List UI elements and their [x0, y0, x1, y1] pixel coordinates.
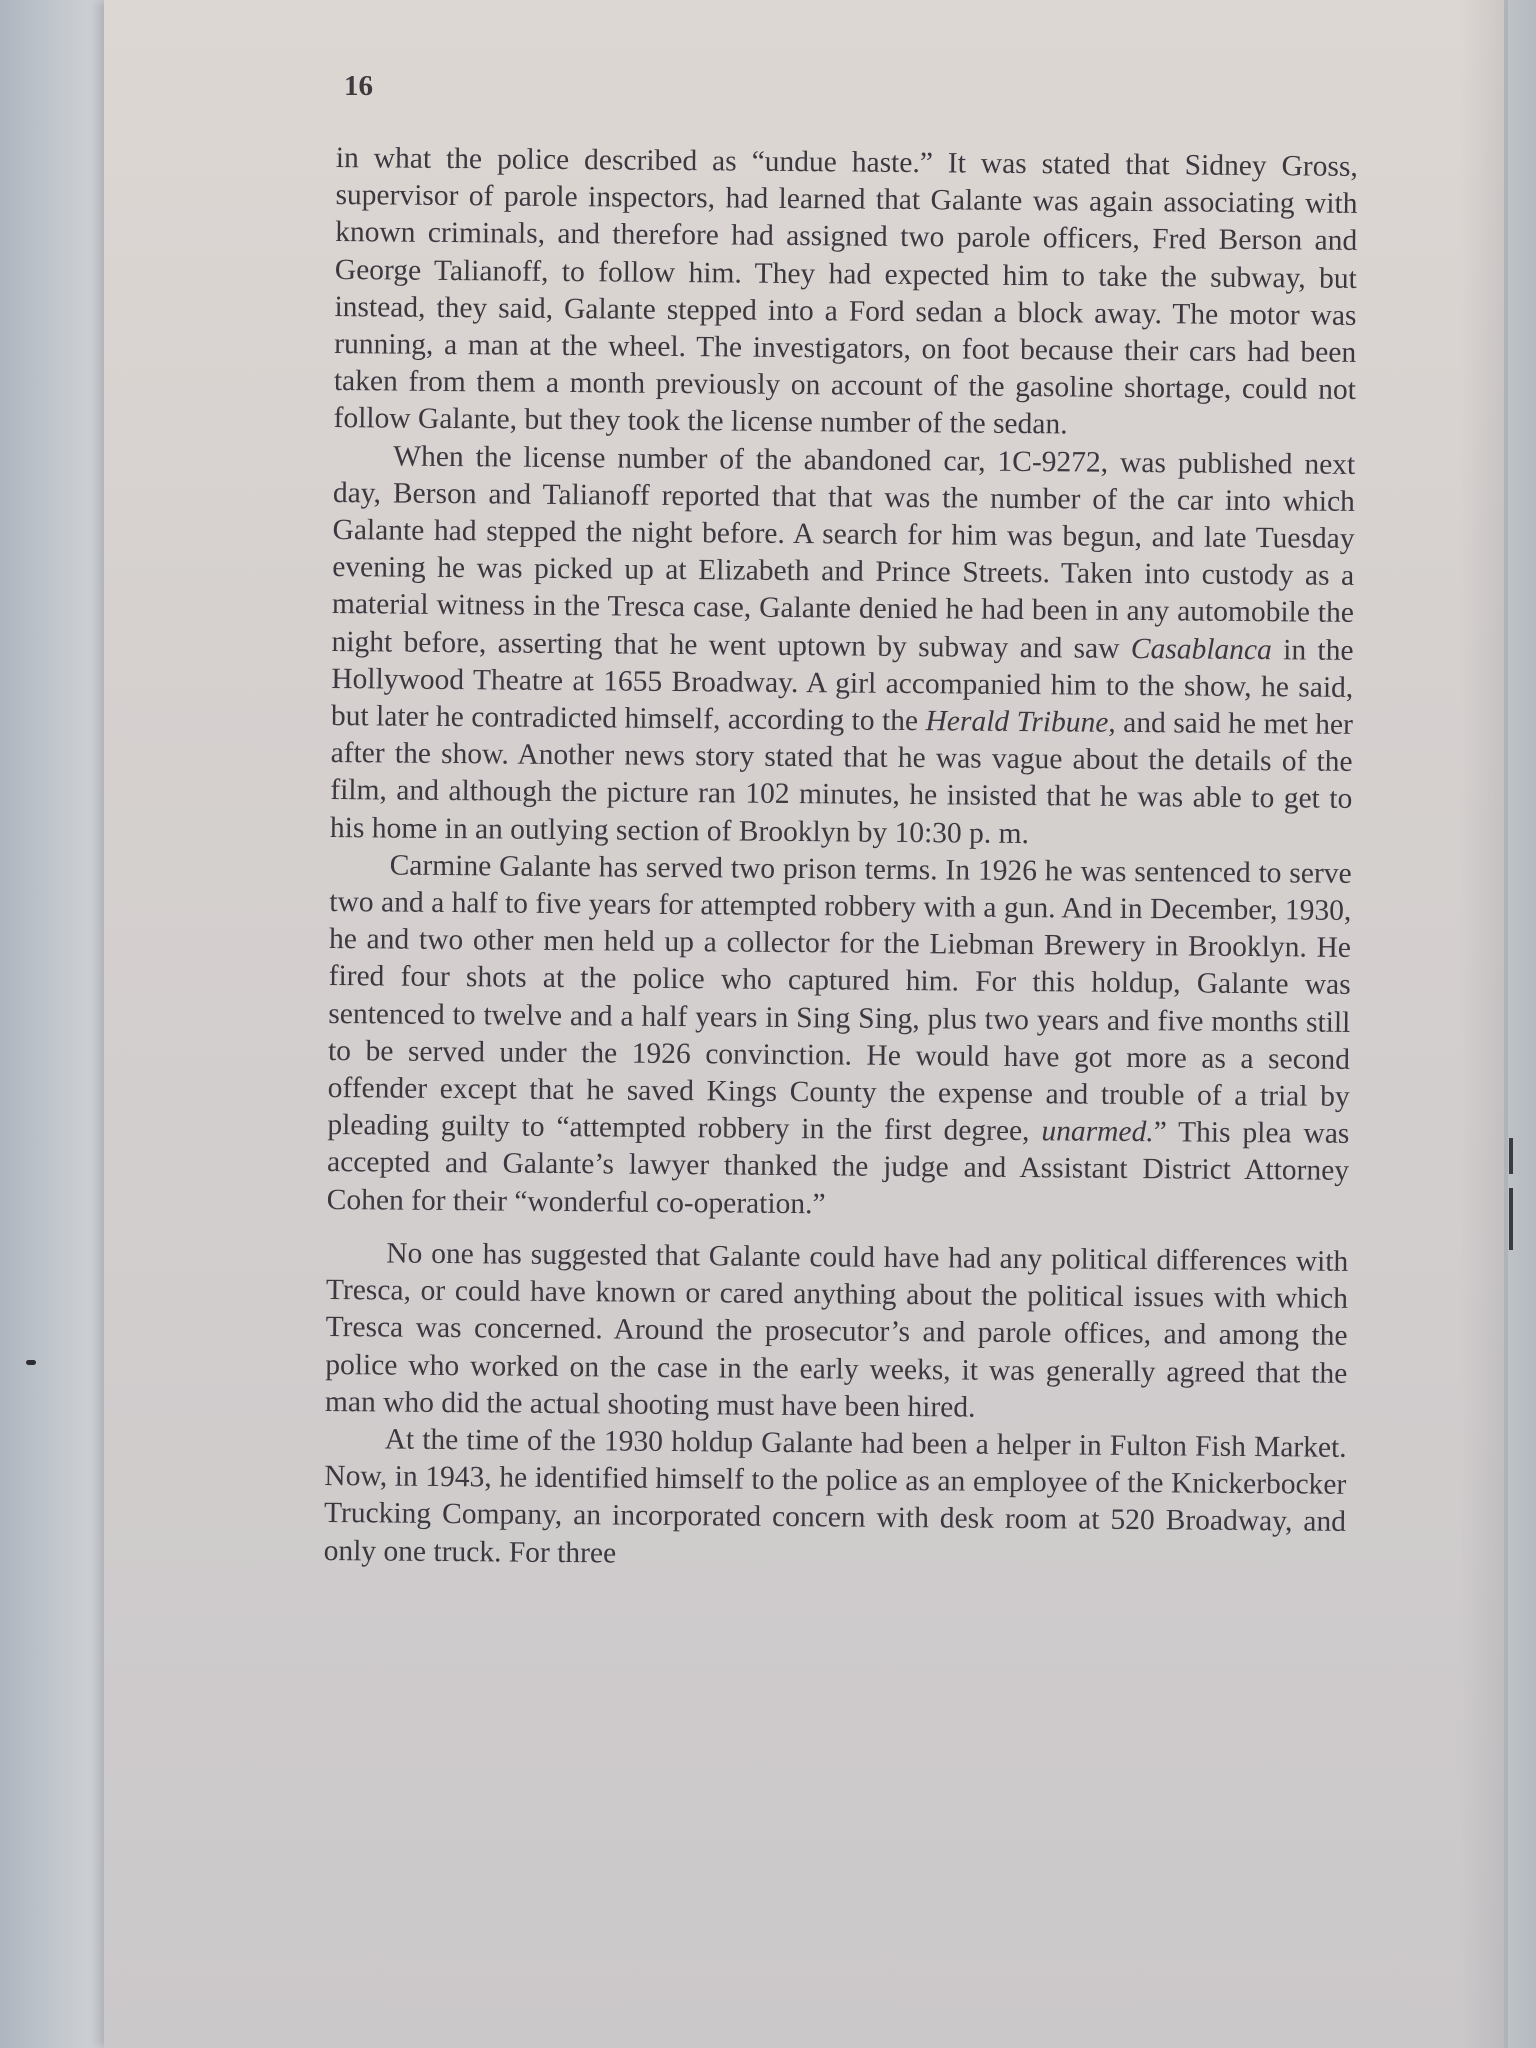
page-number: 16 — [344, 70, 373, 102]
page-edge-shadow — [1460, 0, 1508, 2048]
paragraph-2 — [330, 438, 1356, 856]
paragraph-2-text-c: and said he met her after the show. Another news story stated that he was vague about the details of the film, and although the picture ran 102 minutes, he insisted that he was able to get to his home in an outlying section of Brooklyn by 10:30 p. m. — [329, 706, 1354, 850]
paragraph-3-text-a: Carmine Galante has served two prison terms. In 1926 he was sentenced to serve two and a half to five years for attempted robbery with a gun. And in December, 1930, he and two other men held up a collector for the Liebman Brewery in Brooklyn. He fired four shots at the police who captured him. For this holdup, Galante was sentenced to twelve and a half years in Sing Sing, plus two years and five months still to be served under the 1926 convinction. He would have got more as a second offender except that he saved Kings County the expense and trouble of a trial by pleading guilty to “attempted robbery in the first degree, — [327, 849, 1352, 1148]
paragraph-4: No one has suggested that Galante could have had any political differences with Tresca, or could have known or cared anything about the political issues with which Tresca was concerned. Around the prosecutor’s and parole offices, and among the police who worked on the case in the early weeks, it was generally agreed that the man who did the actual shooting must have been hired. — [324, 1237, 1349, 1424]
paragraph-3-text-b: ” This plea was accepted and Galante’s lawyer thanked the judge and Assistant District Attorney Cohen for their “wonderful co-operation.” — [326, 1116, 1350, 1220]
margin-mark — [1509, 1138, 1513, 1174]
margin-mark — [1509, 1188, 1513, 1250]
emphasis-unarmed: unarmed. — [1041, 1115, 1154, 1149]
film-title: Casablanca — [1130, 632, 1272, 666]
paragraph-2-text-a: When the license number of the abandoned car, 1C-9272, was published next day, Berson and Talianoff reported that that was the number of the car into which Galante had stepped the night before. A search for him was begun, and late Tuesday evening he was picked up at Elizabeth and Prince Streets. Taken into custody as a material witness in the Tresca case, Galante denied he had been in any automobile the night before, asserting that he went uptown by subway and saw — [331, 440, 1356, 665]
paragraph-3 — [327, 847, 1352, 1228]
newspaper-title: Herald Tribune, — [925, 705, 1116, 739]
paragraph-5: At the time of the 1930 holdup Galante had been a helper in Fulton Fish Market. Now, in 1943, he identified himself to the police as an employee of the Knickerbocker Trucking Company, an incorporated concern with desk room at 520 Broadway, and only one truck. For three — [323, 1423, 1347, 1570]
dust-speck — [26, 1360, 36, 1365]
body-text — [324, 140, 1358, 1579]
paragraph-2-text-b: in the Hollywood Theatre at 1655 Broadway. A girl accompanied him to the show, he said, but later he contradicted himself, according to the — [330, 633, 1354, 738]
paragraph-1: in what the police described as “undue haste.” It was stated that Sidney Gross, supervisor of parole inspectors, had learned that Galante was again associating with known criminals, and therefore had assigned two parole officers, Fred Berson and George Talianoff, to follow him. They had expected him to take the subway, but instead, they said, Galante stepped into a Ford sedan a block away. The motor was running, a man at the wheel. The investigators, on foot because their cars had been taken from them a month previously on account of the gasoline shortage, could not follow Galante, but they took the license number of the sedan. — [333, 141, 1358, 441]
